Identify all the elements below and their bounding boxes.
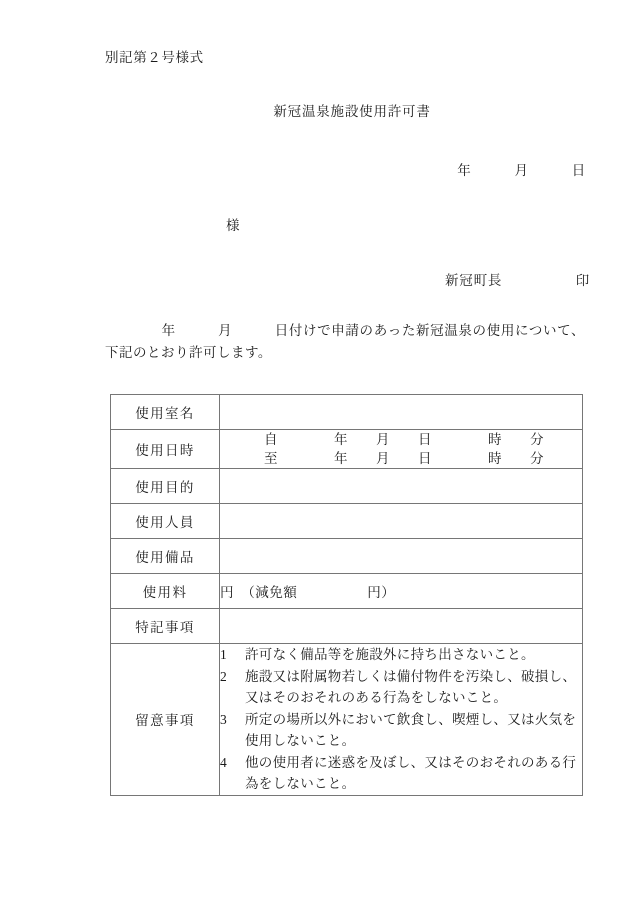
table-row-notes (111, 644, 583, 796)
note-text: 施設又は附属物若しくは備付物件を汚染し、破損し、又はそのおそれのある行為をしないこと。 (245, 668, 577, 705)
note-number: 3 (220, 711, 228, 727)
row-label-datetime: 使用日時 (111, 430, 220, 469)
permit-body-text: 年 月 日付けで申請のあった新冠温泉の使用について、下記のとおり許可します。 (105, 323, 585, 360)
note-number: 1 (220, 647, 228, 662)
note-text: 他の使用者に迷惑を及ぼし、又はそのおそれのある行為をしないこと。 (245, 754, 577, 791)
issuer-block (445, 269, 590, 289)
usage-permit-table (110, 394, 583, 796)
table-row-fee (111, 574, 583, 609)
addressee-suffix: 様 (226, 218, 241, 233)
note-item (220, 752, 582, 795)
note-text: 所定の場所以外において飲食し、喫煙し、又は火気を使用しないこと。 (245, 711, 577, 748)
issuer-name: 新冠町長 (445, 273, 503, 288)
document-title: 新冠温泉施設使用許可書 (273, 104, 431, 119)
note-text: 許可なく備品等を施設外に持ち出さないこと。 (245, 647, 535, 662)
row-label-equipment: 使用備品 (111, 539, 220, 574)
note-item (220, 709, 582, 752)
datetime-to-line: 至 年 月 日 時 分 (264, 451, 544, 466)
row-value-datetime[interactable] (220, 430, 583, 469)
form-number-label: 別記第２号様式 (105, 50, 204, 65)
row-label-remarks: 特記事項 (111, 609, 220, 644)
note-number: 2 (220, 668, 228, 684)
table-row-equipment (111, 539, 583, 574)
table-row-purpose (111, 469, 583, 504)
table-row-datetime (111, 430, 583, 469)
row-label-room-name: 使用室名 (111, 395, 220, 430)
row-value-purpose[interactable] (220, 469, 583, 504)
seal-mark: 印 (575, 273, 590, 288)
table-row-room-name (111, 395, 583, 430)
table-row-remarks (111, 609, 583, 644)
row-value-remarks[interactable] (220, 609, 583, 644)
row-label-fee: 使用料 (111, 574, 220, 609)
datetime-from-line: 自 年 月 日 時 分 (264, 432, 544, 447)
row-value-headcount[interactable] (220, 504, 583, 539)
row-value-room-name[interactable] (220, 395, 583, 430)
row-value-equipment[interactable] (220, 539, 583, 574)
row-value-notes (220, 644, 583, 796)
row-value-fee[interactable]: 円 （減免額 円） (220, 574, 583, 609)
note-item (220, 644, 582, 666)
row-label-headcount: 使用人員 (111, 504, 220, 539)
row-label-notes: 留意事項 (111, 644, 220, 796)
note-number: 4 (220, 754, 228, 770)
issue-date-line: 年 月 日 (457, 163, 586, 178)
note-item (220, 666, 582, 709)
row-label-purpose: 使用目的 (111, 469, 220, 504)
table-row-headcount (111, 504, 583, 539)
